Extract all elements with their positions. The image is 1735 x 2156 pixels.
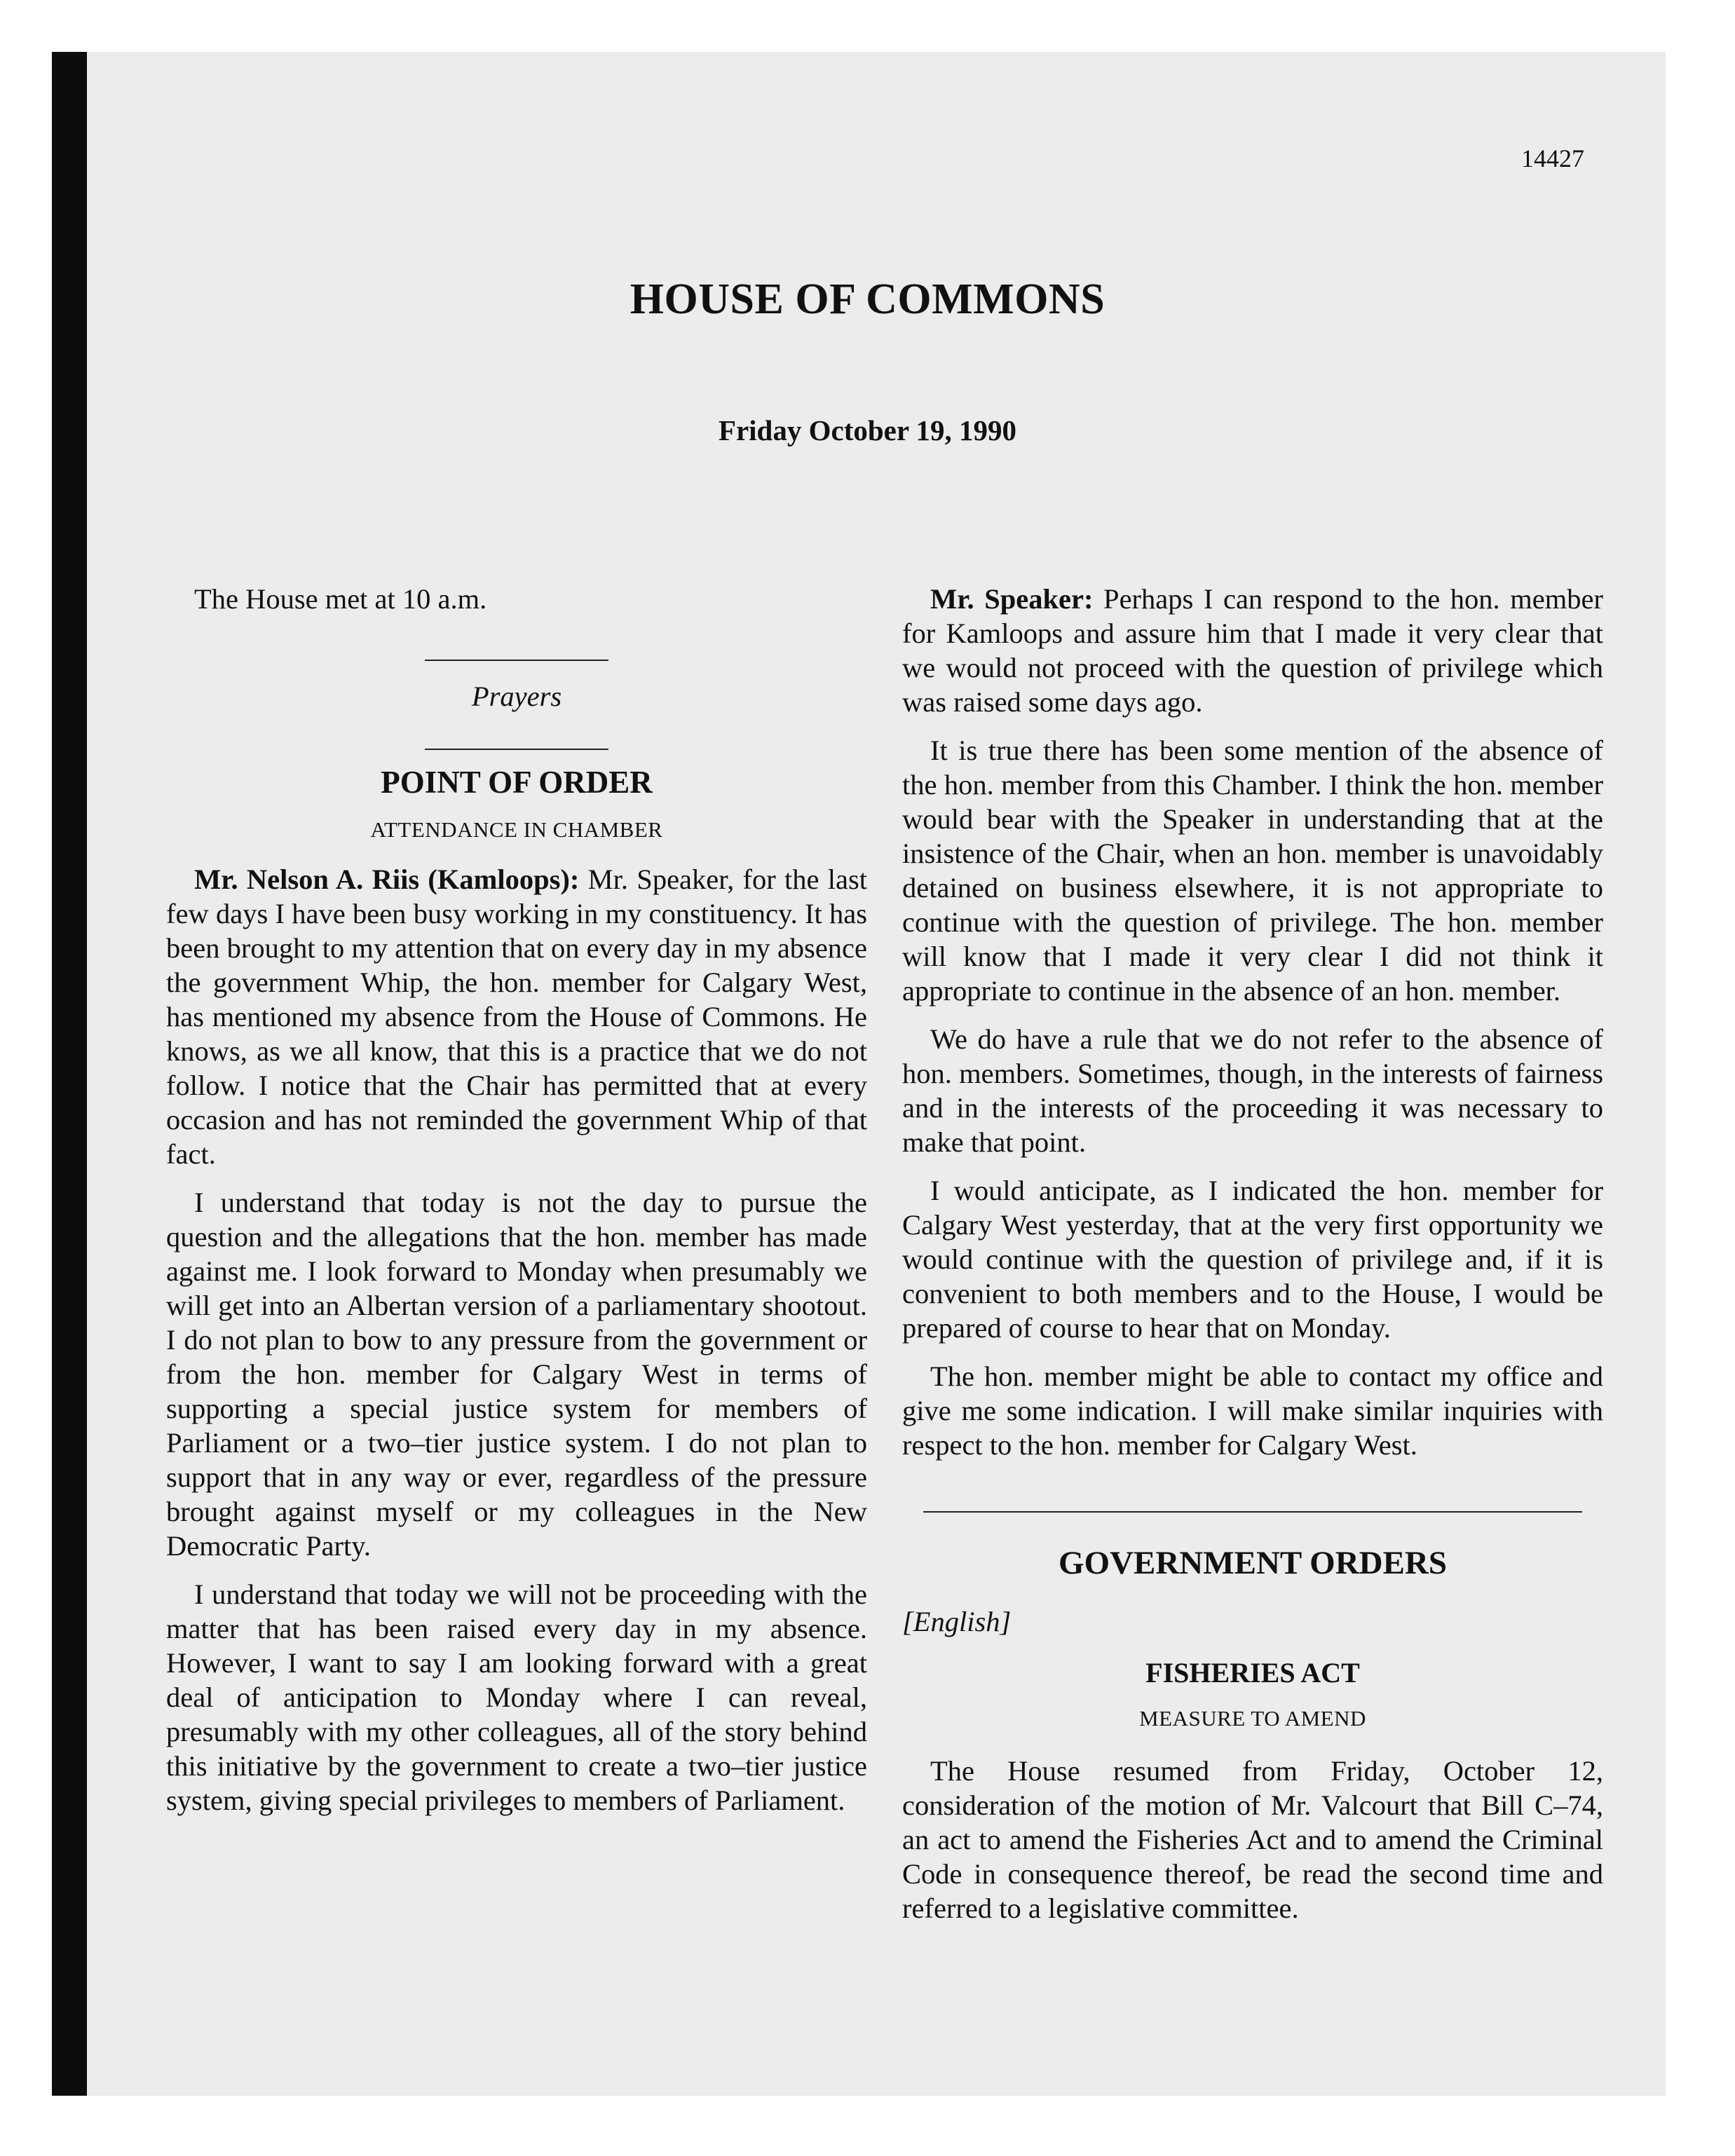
subheading-attendance: ATTENDANCE IN CHAMBER xyxy=(370,817,663,842)
speech-paragraph: I understand that today is not the day to pursue the question and the allegations that the hon. member has made against me. I look forward to Monday when presumably we will get into an Albertan version of a parliamentary shootout. I do not plan to bow to any pressure from the government or from the hon. member for Calgary West in terms of supporting a special justice system for members of Parliament or a two–tier justice system. I do not plan to support that in any way or ever, regardless of the pressure brought against myself or my colleagues in the New Democratic Party. xyxy=(166,1187,867,1562)
proceedings-paragraph: The House resumed from Friday, October 12, consideration of the motion of Mr. Valcourt that Bill C–74, an act to amend the Fisheries Act and to amend the Criminal Code in consequence thereof, be read the second time and referred to a legislative committee. xyxy=(902,1755,1603,1924)
speech-paragraph: It is true there has been some mention of the absence of the hon. member from this Chamber. I think the hon. member would bear with the Speaker in understanding that at the insistence of the Chair, when an hon. member is unavoidably detained on business elsewhere, it is not appropriate to continue with the question of privilege. The hon. member will know that I made it very clear I did not think it appropriate to continue in the absence of an hon. member. xyxy=(902,735,1603,1007)
right-column xyxy=(902,582,1603,1925)
section-heading-point-of-order: POINT OF ORDER xyxy=(381,765,653,800)
speech-paragraph: I understand that today we will not be proceeding with the matter that has been raised every day in my absence. However, I want to say I am looking forward with a great deal of anticipation to Monday where I can reveal, presumably with my other colleagues, all of the story behind this initiative by the government to create a two–tier justice system, giving special privileges to members of Parliament. xyxy=(166,1578,867,1816)
left-column xyxy=(166,582,867,1817)
act-heading: FISHERIES ACT xyxy=(1145,1657,1360,1688)
language-tag: [English] xyxy=(902,1606,1012,1637)
page-number: 14427 xyxy=(1521,144,1584,172)
binding-edge xyxy=(52,52,87,2096)
speech-paragraph: I would anticipate, as I indicated the hon. member for Calgary West yesterday, that at the very first opportunity we would continue with the question of privilege and, if it is convenient to both members and to the House, I would be prepared of course to hear that on Monday. xyxy=(902,1175,1603,1344)
act-subheading: MEASURE TO AMEND xyxy=(1139,1706,1366,1731)
speech-paragraph: The hon. member might be able to contact my office and give me some indication. I will make similar inquiries with respect to the hon. member for Calgary West. xyxy=(902,1360,1603,1461)
speech-text: Mr. Speaker, for the last few days I have been busy working in my constituency. It has been brought to my attention that on every day in my absence the government Whip, the hon. member for Calgary West, has mentioned my absence from the House of Commons. He knows, as we all know, that this is a practice that we do not follow. I notice that the Chair has permitted that at every occasion and has not reminded the government Whip of that fact. xyxy=(166,864,867,1170)
document-title: HOUSE OF COMMONS xyxy=(630,275,1105,323)
section-heading-government-orders: GOVERNMENT ORDERS xyxy=(1058,1545,1448,1581)
speech-text: Perhaps I can respond to the hon. member for Kamloops and assure him that I made it very clear that we would not proceed with the question of privilege which was raised some days ago. xyxy=(902,583,1603,718)
opening-line: The House met at 10 a.m. xyxy=(194,583,487,615)
speaker-name: Mr. Speaker: xyxy=(930,583,1094,615)
sitting-date: Friday October 19, 1990 xyxy=(718,414,1017,446)
speaker-name: Mr. Nelson A. Riis (Kamloops): xyxy=(194,864,580,895)
prayers-label: Prayers xyxy=(471,681,562,712)
speech-paragraph xyxy=(166,862,867,1171)
speech-paragraph xyxy=(902,582,1603,719)
speech-paragraph: We do have a rule that we do not refer to the absence of hon. members. Sometimes, though, in the interests of fairness and in the interests of the proceeding it was necessary to make that point. xyxy=(902,1023,1603,1158)
